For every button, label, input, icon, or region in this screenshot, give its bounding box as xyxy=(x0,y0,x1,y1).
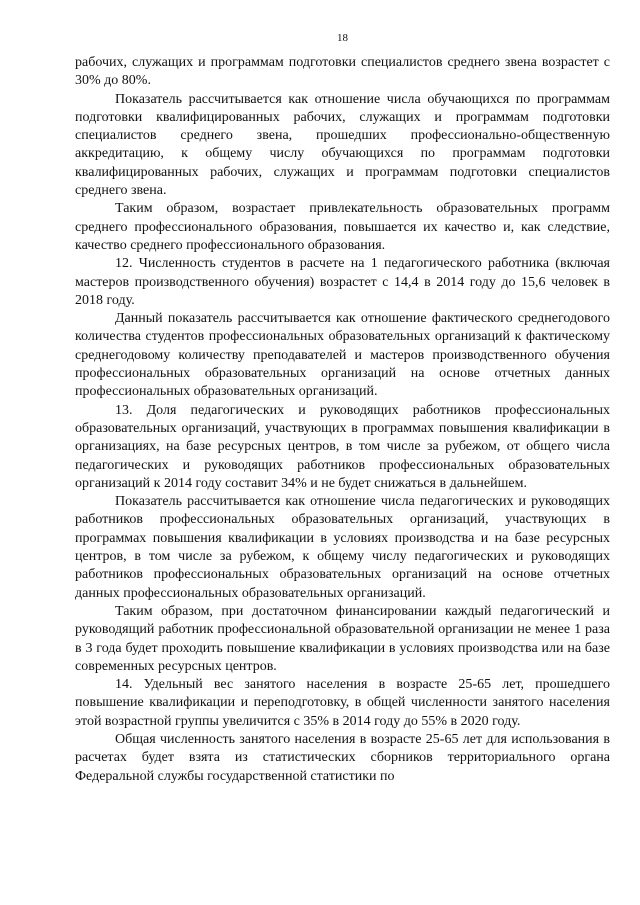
paragraph-item-13: 13. Доля педагогических и руководящих работников профессиональных образовательных организаций, участвующих в программах повышения квалификации в организациях, на базе ресурсных центров, в том числе за рубежом, от общего числа педагогических и руководящих работников профессиональных образовательных организаций к 2014 году составит 34% и не будет снижаться в дальнейшем. xyxy=(75,402,610,491)
paragraph-continuation: рабочих, служащих и программам подготовки специалистов среднего звена возрастет с 30% до 80%. xyxy=(75,55,610,89)
paragraph: Таким образом, при достаточном финансировании каждый педагогический и руководящий работник профессиональной образовательной организации не менее 1 раза в 3 года будет проходить повышение квалификации в условиях производства или на базе современных ресурсных центров. xyxy=(75,603,610,674)
paragraph-item-14: 14. Удельный вес занятого населения в возрасте 25-65 лет, прошедшего повышение квалификации и переподготовку, в общей численности занятого населения этой возрастной группы увеличится с 35% в 2014 году до 55% в 2020 году. xyxy=(75,677,610,729)
paragraph-item-12: 12. Численность студентов в расчете на 1 педагогического работника (включая мастеров производственного обучения) возрастет с 14,4 в 2014 году до 15,6 человек в 2018 году. xyxy=(75,256,610,308)
paragraph: Данный показатель рассчитывается как отношение фактического среднегодового количества студентов профессиональных образовательных организаций к фактическому среднегодовому количеству преподавателей и мастеров производственного обучения профессиональных образовательных организаций на основе отчетных данных профессиональных образовательных организаций. xyxy=(75,311,610,400)
paragraph: Показатель рассчитывается как отношение числа обучающихся по программам подготовки квалифицированных рабочих, служащих и программам подготовки специалистов среднего звена, прошедших профессионально-общественную аккредитацию, к общему числу обучающихся по программам подготовки квалифицированных рабочих, служащих и программам подготовки специалистов среднего звена. xyxy=(75,91,610,199)
paragraph: Показатель рассчитывается как отношение числа педагогических и руководящих работников профессиональных образовательных организаций, участвующих в программах повышения квалификации в условиях производства и на базе ресурсных центров, в том числе за рубежом, к общему числу педагогических и руководящих работников профессиональных образовательных организаций на основе отчетных данных профессиональных образовательных организаций. xyxy=(75,494,610,601)
paragraph: Таким образом, возрастает привлекательность образовательных программ среднего профессионального образования, повышается их качество и, как следствие, качество среднего профессионального образования. xyxy=(75,201,610,253)
paragraph: Общая численность занятого населения в возрасте 25-65 лет для использования в расчетах будет взята из статистических сборников территориального органа Федеральной службы государственной статистики по xyxy=(75,731,610,784)
page-number: 18 xyxy=(337,32,348,44)
